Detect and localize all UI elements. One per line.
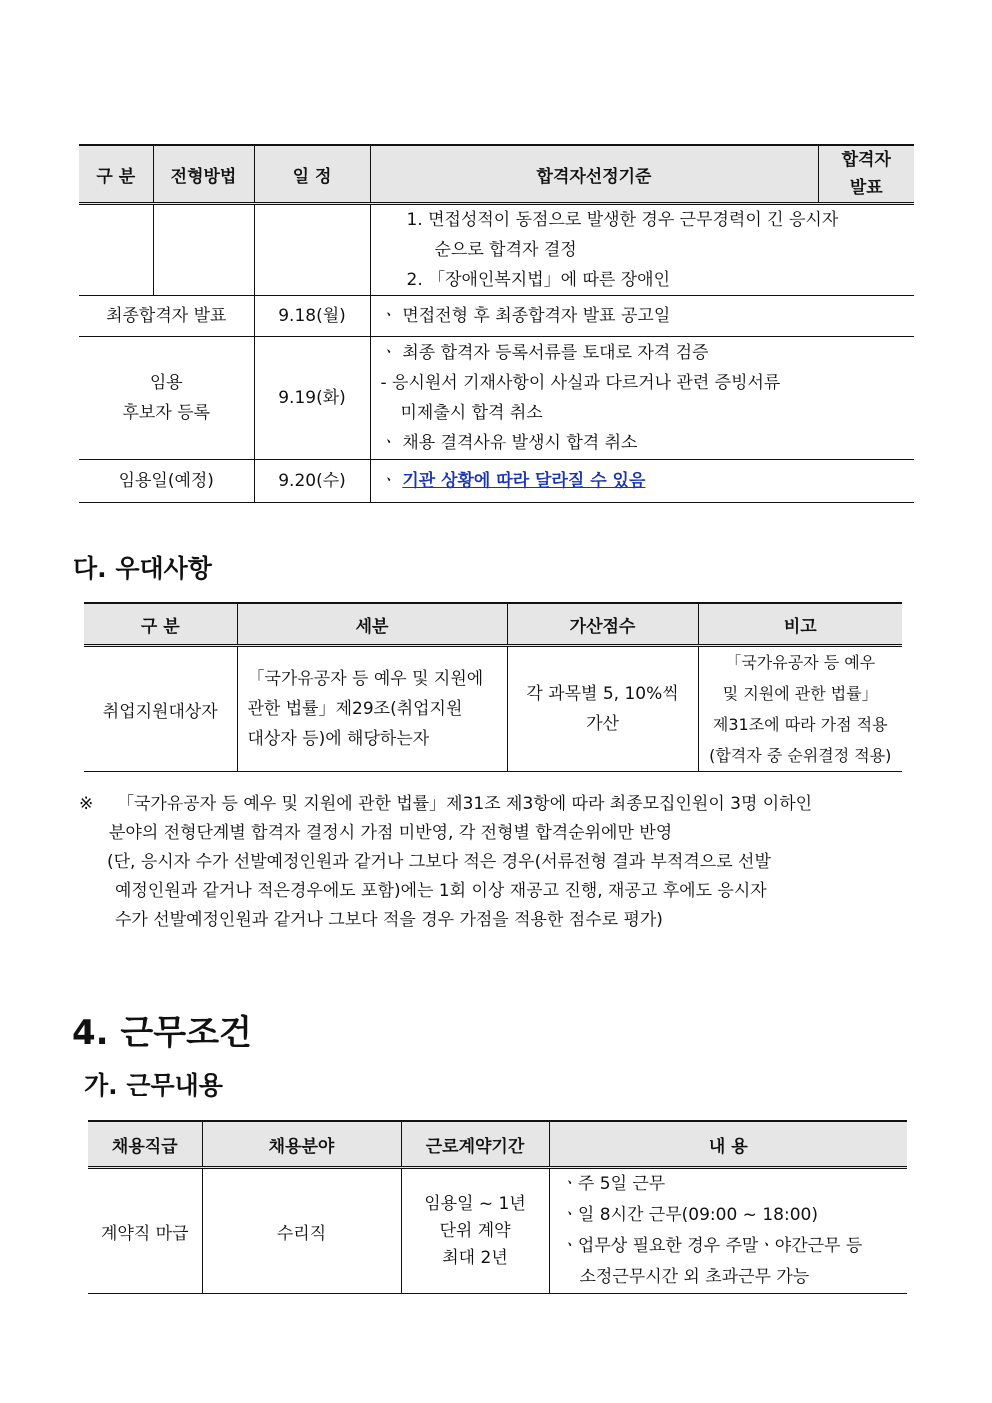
header-period: 근로계약기간 — [401, 1121, 549, 1168]
detail-line: 「국가유공자 등 예우 및 지원에 — [247, 669, 484, 689]
table-row — [88, 1168, 907, 1294]
header-category: 구 분 — [79, 145, 153, 204]
note-line: 「국가유공자 등 예우 — [725, 653, 876, 672]
grade-cell: 계약직 마급 — [88, 1168, 202, 1294]
table-header-row — [84, 603, 902, 646]
footnote-line: (단, 응시자 수가 선발예정인원과 같거나 그보다 적은 경우(서류전형 결과 부적격으로 선발 — [107, 852, 771, 872]
period-line: 단위 계약 — [439, 1220, 511, 1241]
note-line: 및 지원에 관한 법률」 — [722, 684, 878, 703]
criteria-cell — [370, 204, 914, 296]
criteria-line: 1. 면접성적이 동점으로 발생한 경우 근무경력이 긴 응시자 — [406, 210, 839, 230]
criteria-line: 2. 「장애인복지법」에 따른 장애인 — [406, 270, 670, 290]
date-cell: 9.20(수) — [254, 460, 370, 503]
category-cell — [79, 337, 254, 460]
preference-table — [84, 602, 902, 772]
criteria-cell — [370, 460, 914, 503]
date-cell: 9.19(화) — [254, 337, 370, 460]
category-cell: 최종합격자 발표 — [79, 296, 254, 337]
content-line: 소정근무시간 외 초과근무 가능 — [579, 1267, 810, 1287]
note-line: (합격자 중 순위결정 적용) — [709, 746, 892, 765]
table-row — [84, 646, 902, 772]
period-line: 최대 2년 — [442, 1247, 508, 1268]
table-cell — [153, 204, 254, 296]
note-line: 제31조에 따라 가점 적용 — [712, 715, 888, 734]
table-header-row — [79, 145, 914, 204]
category-line: 임용 — [149, 373, 183, 393]
detail-line: 관한 법률」제29조(취업지원 — [247, 699, 463, 719]
content-cell — [549, 1168, 907, 1294]
footnote-line: 예정인원과 같거나 적은경우에도 포함)에는 1회 이상 재공고 진행, 재공고 후에도 응시자 — [115, 881, 767, 901]
section-heading-work-content: 가. 근무내용 — [84, 1071, 223, 1100]
content-line: ㆍ주 5일 근무 — [561, 1174, 666, 1194]
selection-schedule-table — [79, 144, 914, 503]
criteria-line: ㆍ 최종 합격자 등록서류를 토대로 자격 검증 — [380, 343, 709, 363]
criteria-line: ㆍ 채용 결격사유 발생시 합격 취소 — [380, 433, 638, 453]
category-cell: 취업지원대상자 — [84, 646, 237, 772]
detail-line: 대상자 등)에 해당하는자 — [247, 729, 430, 749]
table-row — [79, 460, 914, 503]
header-field: 채용분야 — [202, 1121, 401, 1168]
criteria-cell — [370, 296, 914, 337]
footnote-line: 수가 선발예정인원과 같거나 그보다 적을 경우 가점을 적용한 점수로 평가) — [115, 910, 663, 930]
period-line: 임용일 ~ 1년 — [424, 1193, 526, 1214]
footnote-line: 분야의 전형단계별 합격자 결정시 가점 미반영, 각 전형별 합격순위에만 반영 — [109, 823, 673, 843]
criteria-line: ㆍ 면접전형 후 최종합격자 발표 공고일 — [380, 306, 671, 326]
section-heading-preferences: 다. 우대사항 — [73, 554, 212, 583]
category-cell: 임용일(예정) — [79, 460, 254, 503]
table-row — [79, 204, 914, 296]
section-heading-work-conditions: 4. 근무조건 — [72, 1013, 252, 1053]
header-announcement — [818, 145, 914, 204]
work-content-table — [88, 1120, 907, 1294]
criteria-cell — [370, 337, 914, 460]
category-line: 후보자 등록 — [122, 403, 210, 423]
header-criteria: 합격자선정기준 — [370, 145, 818, 204]
criteria-line: 미제출시 합격 취소 — [400, 403, 543, 423]
notice-link[interactable]: 기관 상황에 따라 달라질 수 있음 — [402, 471, 646, 491]
header-content: 내 용 — [549, 1121, 907, 1168]
bullet: ㆍ — [380, 471, 403, 491]
header-points: 가산점수 — [507, 603, 698, 646]
note-cell — [698, 646, 902, 772]
criteria-line: 순으로 합격자 결정 — [434, 240, 577, 260]
reference-mark: ※ — [79, 794, 94, 814]
table-cell — [254, 204, 370, 296]
content-line: ㆍ일 8시간 근무(09:00 ~ 18:00) — [561, 1205, 818, 1225]
header-detail: 세분 — [237, 603, 507, 646]
detail-cell — [237, 646, 507, 772]
criteria-line: - 응시원서 기재사항이 사실과 다르거나 관련 증빙서류 — [380, 373, 781, 393]
header-method: 전형방법 — [153, 145, 254, 204]
header-announcement-line1: 합격자 — [841, 150, 891, 170]
table-cell — [79, 204, 153, 296]
table-row — [79, 337, 914, 460]
footnote-line: 「국가유공자 등 예우 및 지원에 관한 법률」제31조 제3항에 따라 최종모집인원이 3명 이하인 — [117, 794, 813, 814]
header-announcement-line2: 발표 — [849, 178, 883, 198]
points-cell — [507, 646, 698, 772]
period-cell — [401, 1168, 549, 1294]
footnote — [79, 790, 919, 935]
points-line: 각 과목별 5, 10%씩 — [526, 684, 679, 704]
content-line: ㆍ업무상 필요한 경우 주말ㆍ야간근무 등 — [561, 1236, 863, 1256]
header-grade: 채용직급 — [88, 1121, 202, 1168]
table-header-row — [88, 1121, 907, 1168]
header-category: 구 분 — [84, 603, 237, 646]
points-line: 가산 — [586, 714, 619, 734]
header-schedule: 일 정 — [254, 145, 370, 204]
table-row — [79, 296, 914, 337]
field-cell: 수리직 — [202, 1168, 401, 1294]
date-cell: 9.18(월) — [254, 296, 370, 337]
header-note: 비고 — [698, 603, 902, 646]
